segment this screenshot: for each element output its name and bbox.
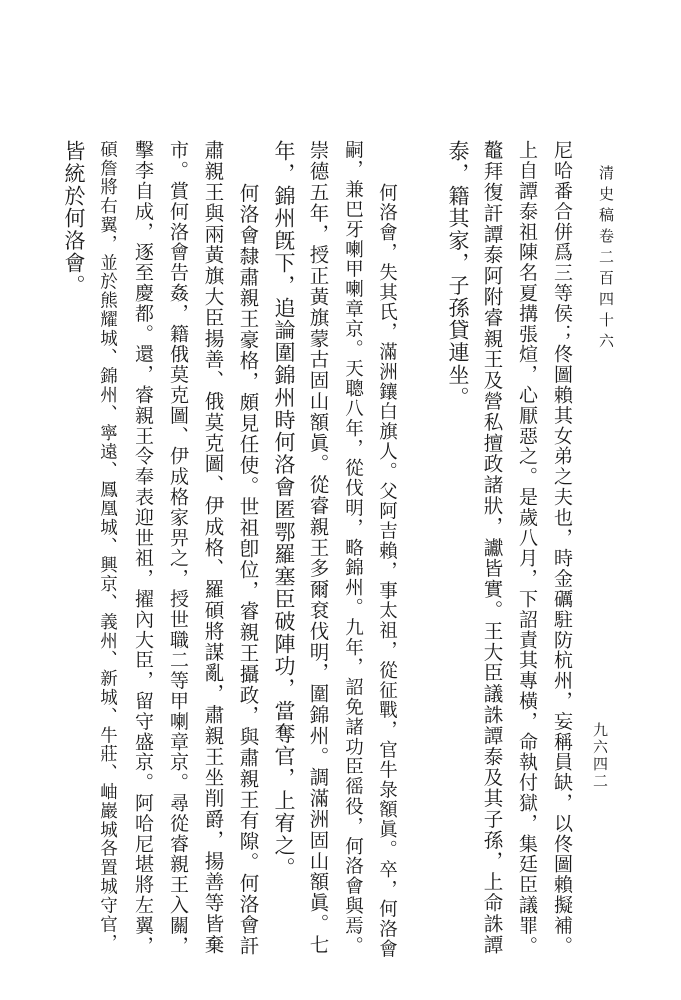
text-column: 鼇拜復訐譚泰阿附睿親王及營私擅政諸狀，讞皆實。王大臣議誅譚泰及其子孫，上命誅譚 <box>480 140 504 956</box>
text-column: 市。賞何洛會告姦，籍俄莫克圖、伊成格家畀之，授世職二等甲喇章京。尋從睿親王入關， <box>167 140 189 956</box>
text-column: 何洛會隸肅親王豪格，頗見任使。世祖卽位，睿親王攝政，與肅親王有隙。何洛會訐 <box>236 183 260 957</box>
text-column: 肅親王與兩黃旗大臣揚善、俄莫克圖、伊成格、羅碩將謀亂，肅親王坐削爵，揚善等皆棄 <box>201 140 225 956</box>
text-column: 上自譚泰祖陳名夏搆張煊，心厭惡之。是歲八月，下詔責其專橫，命執付獄，集廷臣議罪。 <box>516 140 538 956</box>
text-column: 嗣，兼巴牙喇甲喇章京。天聰八年，從伐明，略錦州。九年，詔免諸功臣徭役，何洛會與焉。 <box>342 140 364 956</box>
running-header-title: 清史稿卷二百四十六 <box>597 165 615 354</box>
text-column: 碩詹將右翼，並於熊耀城、錦州、寧遠、鳳凰城、興京、義州、新城、牛莊、岫巖城各置城守官， <box>97 140 118 953</box>
text-column: 年，錦州旣下，追論圍錦州時何洛會匿鄂羅塞臣破陣功，當奪官，上宥之。 <box>272 140 296 880</box>
text-column: 擊李自成，逐至慶都。還，睿親王令奉表迎世祖，擢內大臣，留守盛京。阿哈尼堪將左翼， <box>132 140 154 956</box>
text-column: 皆統於何洛會。 <box>62 140 86 297</box>
text-column: 泰，籍其家，子孫貸連坐。 <box>446 140 470 409</box>
text-column: 尼哈番合併爲三等侯；佟圖賴其女弟之夫也，時金礪駐防杭州，妄稱員缺，以佟圖賴擬補。 <box>551 140 573 956</box>
page-number: 九六四二 <box>591 722 609 790</box>
text-column: 崇德五年，授正黃旗蒙古固山額眞。從睿親王多爾袞伐明，圍錦州。調滿洲固山額眞。七 <box>306 140 330 956</box>
text-column: 何洛會，失其氏，滿洲鑲白旗人。父阿吉賴，事太祖，從征戰，官牛彔額眞。卒，何洛會 <box>376 183 398 960</box>
